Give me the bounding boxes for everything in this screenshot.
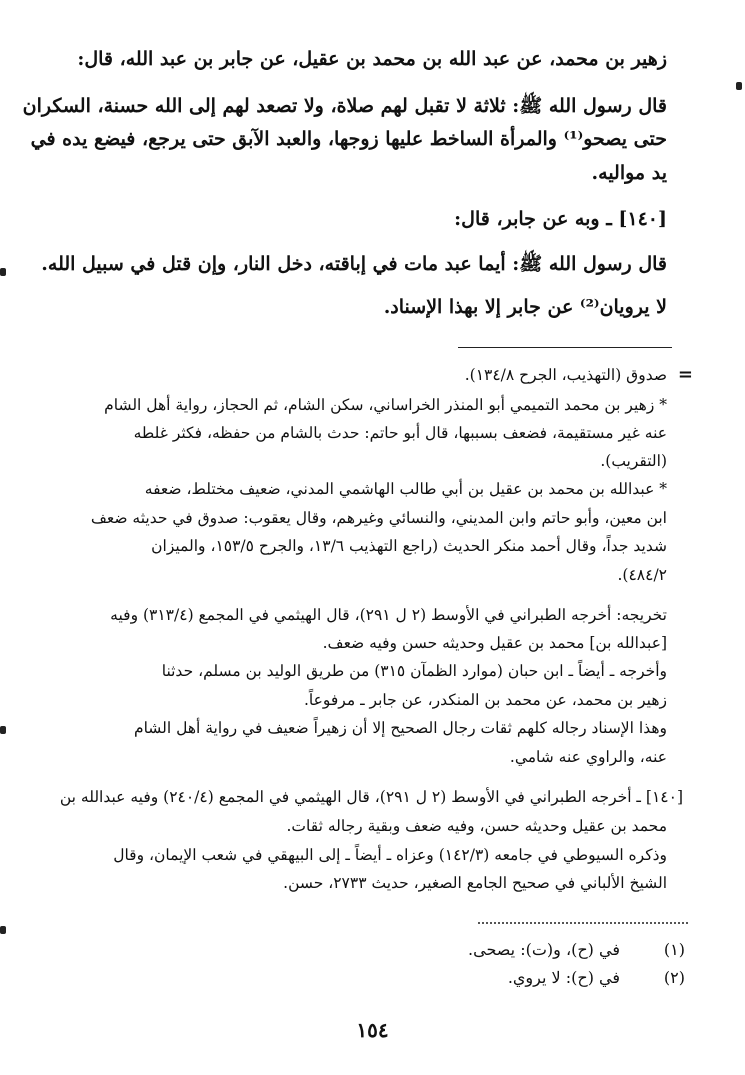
hadith-140-heading: [١٤٠] ـ وبه عن جابر، قال:	[454, 208, 667, 230]
notes-separator	[458, 347, 672, 348]
note-140-line-3: وذكره السيوطي في جامعه (١٤٢/٣) وعزاه ـ أيضاً ـ إلى البيهقي في شعب الإيمان، وقال	[113, 846, 667, 864]
footnote-1-number: (١)	[663, 940, 685, 959]
takhrij-line-5: وهذا الإسناد رجاله كلهم ثقات رجال الصحيح إلا أن زهيراً ضعيف في رواية أهل الشام	[133, 719, 667, 737]
continuation-mark: =	[677, 364, 693, 385]
main-line-3: حتى يصحو⁽¹⁾ والمرأة الساخط عليها زوجها، والعبد الآبق حتى يرجع، فيضع يده في	[30, 128, 667, 150]
takhrij-line-1: تخريجه: أخرجه الطبراني في الأوسط (٢ ل ٢٩١)، قال الهيثمي في المجمع (٣١٣/٤) وفيه	[110, 606, 667, 624]
note-line-7: شديد جداً، وقال أحمد منكر الحديث (راجع التهذيب ١٣/٦، والجرح ١٥٣/٥، والميزان	[151, 537, 667, 555]
footnote-2-number: (٢)	[663, 968, 685, 987]
note-line-4: (التقريب).	[600, 452, 667, 470]
note-line-6: ابن معين، وأبو حاتم وابن المديني، والنسائي وغيرهم، وقال يعقوب: صدوق في حديثه ضعف	[90, 509, 667, 527]
note-140-line-2: محمد بن عقيل وحديثه حسن، وفيه ضعف وبقية رجاله ثقات.	[286, 817, 667, 835]
footnote-separator	[478, 922, 688, 924]
note-140-line-1: [١٤٠] ـ أخرجه الطبراني في الأوسط (٢ ل ٢٩١)، قال الهيثمي في المجمع (٢٤٠/٤) وفيه عبدالله بن	[59, 788, 683, 806]
margin-mark	[0, 726, 6, 734]
main-line-6: قال رسول الله ﷺ: أيما عبد مات في إباقته، دخل النار، وإن قتل في سبيل الله.	[41, 253, 667, 275]
footnote-1-text: في (ح)، و(ت): يصحى.	[468, 940, 620, 959]
takhrij-line-3: وأخرجه ـ أيضاً ـ ابن حبان (موارد الظمآن ٣١٥) من طريق الوليد بن مسلم، حدثنا	[161, 662, 667, 680]
note-line-8: ٤٨٤/٢).	[617, 566, 667, 584]
note-140-line-4: الشيخ الألباني في صحيح الجامع الصغير، حديث ٢٧٣٣، حسن.	[283, 874, 667, 892]
margin-mark	[0, 926, 6, 934]
footnote-2-text: في (ح): لا يروي.	[507, 968, 620, 987]
page-number: ١٥٤	[356, 1018, 389, 1042]
main-line-4: يد مواليه.	[591, 162, 667, 184]
margin-mark	[736, 82, 742, 90]
note-line-2: * زهير بن محمد التميمي أبو المنذر الخراساني، سكن الشام، ثم الحجاز، رواية أهل الشام	[104, 396, 667, 414]
main-line-2: قال رسول الله ﷺ: ثلاثة لا تقبل لهم صلاة، ولا تصعد لهم إلى الله حسنة، السكران	[22, 95, 667, 117]
margin-mark	[0, 268, 6, 276]
takhrij-line-6: عنه، والراوي عنه شامي.	[509, 748, 667, 766]
main-line-1: زهير بن محمد، عن عبد الله بن محمد بن عقيل، عن جابر بن عبد الله، قال:	[77, 48, 667, 70]
note-line-5: * عبدالله بن محمد بن عقيل بن أبي طالب الهاشمي المدني، ضعيف مختلط، ضعفه	[144, 480, 667, 498]
note-line-3: عنه غير مستقيمة، فضعف بسببها، قال أبو حاتم: حدث بالشام من حفظه، فكثر غلطه	[133, 424, 667, 442]
note-line-1: صدوق (التهذيب، الجرح ١٣٤/٨).	[464, 366, 667, 384]
main-line-7: لا يرويان⁽²⁾ عن جابر إلا بهذا الإسناد.	[383, 296, 667, 318]
takhrij-line-4: زهير بن محمد، عن محمد بن المنكدر، عن جابر ـ مرفوعاً.	[303, 691, 667, 709]
takhrij-line-2: [عبدالله بن] محمد بن عقيل وحديثه حسن وفيه ضعف.	[322, 634, 667, 652]
